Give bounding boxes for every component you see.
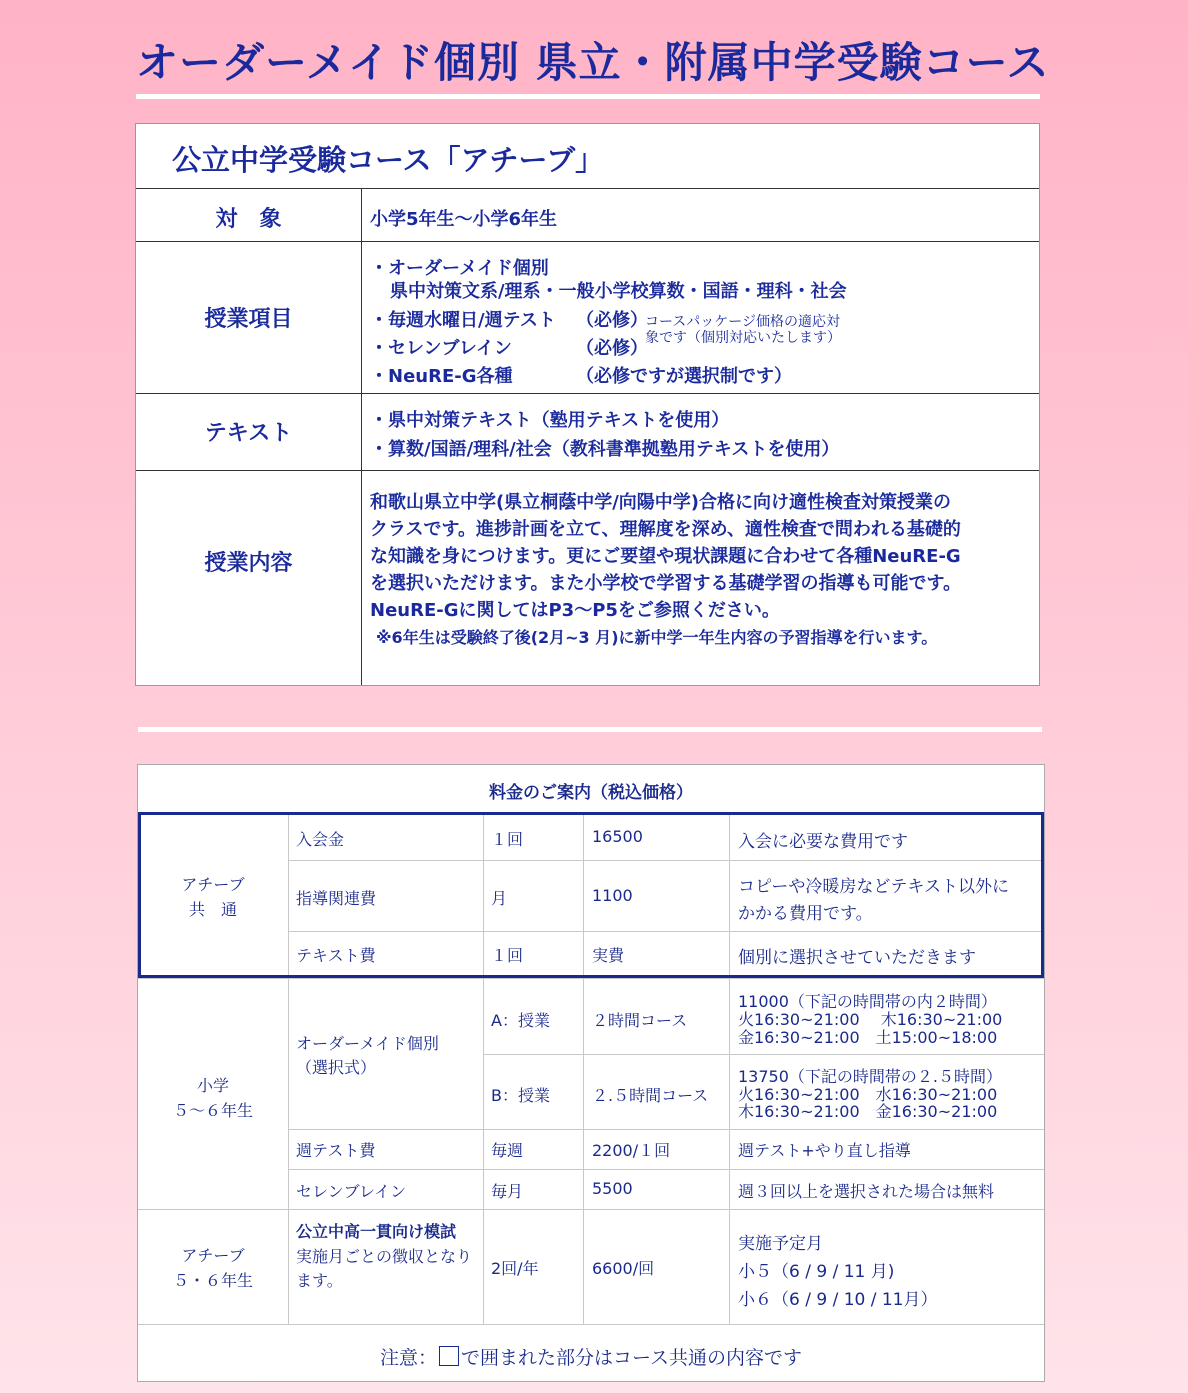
text-line: ・県中対策テキスト（塾用テキストを使用） (370, 410, 730, 431)
fee-unit: １回 (491, 946, 524, 965)
fee-note: 小５（6 / 9 / 11 月) (738, 1262, 895, 1282)
fee-note: 金16:30~21:00 土15:00~18:00 (738, 1028, 998, 1047)
fee-item: 入会金 (296, 830, 345, 849)
group-label: アチーブ (181, 875, 245, 894)
grid-line (138, 1324, 1044, 1325)
fee-note: 週３回以上を選択された場合は無料 (738, 1182, 995, 1201)
grid-line (138, 978, 1044, 979)
items-line: ・毎週水曜日/週テスト (370, 310, 556, 331)
fee-price: 2200/１回 (592, 1141, 671, 1160)
fee-item: 実施月ごとの徴収となり (296, 1247, 473, 1266)
course-heading: 公立中学受験コース「アチーブ」 (172, 143, 605, 177)
group-label: アチーブ (181, 1246, 245, 1265)
package-note: コースパッケージ価格の適応対 (645, 314, 841, 330)
fee-item: 指導関連費 (296, 889, 377, 908)
text-label: テキスト (204, 421, 293, 446)
content-line: クラスです。進捗計画を立て、理解度を深め、適性検査で問われる基礎的 (370, 519, 961, 540)
fee-note: 小６（6 / 9 / 10 / 11月） (738, 1290, 938, 1310)
grid-line (288, 1169, 1044, 1170)
grid-line (288, 1129, 1044, 1130)
content-label: 授業内容 (204, 551, 293, 576)
items-tag: （必修ですが選択制です） (576, 366, 792, 387)
fee-note: 個別に選択させていただきます (738, 948, 976, 968)
items-line: 県中対策文系/理系・一般小学校算数・国語・理科・社会 (390, 281, 847, 302)
divider (136, 393, 1039, 394)
items-tag: （必修） (576, 338, 648, 359)
fee-note: 実施予定月 (738, 1234, 823, 1254)
content-note: ※6年生は受験終了後(2月~3 月)に新中学一年生内容の予習指導を行います。 (376, 628, 938, 647)
fee-note: 週テスト+やり直し指導 (738, 1141, 911, 1160)
fee-price: 1100 (592, 886, 633, 905)
grid-line (138, 1209, 1044, 1210)
fee-item: （選択式） (296, 1058, 377, 1077)
fee-note: 11000（下記の時間帯の内２時間） (738, 992, 997, 1011)
fee-price: 5500 (592, 1179, 633, 1198)
content-line: を選択いただけます。また小学校で学習する基礎学習の指導も可能です。 (370, 573, 962, 594)
items-line: ・オーダーメイド個別 (370, 258, 549, 279)
fee-item: 公立中高一貫向け模試 (296, 1222, 457, 1241)
target-value: 小学5年生〜小学6年生 (370, 209, 558, 230)
fee-price: ２.５時間コース (592, 1086, 709, 1105)
title-underline (136, 94, 1040, 99)
course-info-table (135, 123, 1040, 686)
group-label: 小学 (196, 1076, 229, 1095)
fee-note: 入会に必要な費用です (738, 832, 908, 852)
fee-unit: １回 (491, 830, 524, 849)
fee-unit: 毎月 (491, 1182, 524, 1201)
text-line: ・算数/国語/理科/社会（教科書準拠塾用テキストを使用） (370, 439, 840, 460)
page-title: オーダーメイド個別 県立・附属中学受験コース (136, 38, 1050, 87)
column-divider (361, 188, 362, 685)
fee-note: コピーや冷暖房などテキスト以外に (738, 877, 1009, 897)
fee-header: 料金のご案内（税込価格） (489, 783, 693, 803)
items-label: 授業項目 (204, 307, 293, 332)
items-line: ・NeuRE-G各種 (370, 366, 513, 387)
divider (136, 470, 1039, 471)
fee-item: ます。 (296, 1271, 343, 1290)
fee-item: セレンブレイン (296, 1182, 407, 1201)
fee-note: 火16:30~21:00 木16:30~21:00 (738, 1010, 1003, 1029)
fee-note: かかる費用です。 (738, 904, 873, 924)
fee-item: テキスト費 (296, 946, 376, 965)
fee-price: 6600/回 (592, 1259, 655, 1278)
fee-unit: B：授業 (491, 1086, 550, 1105)
footer-text: で囲まれた部分はコース共通の内容です (460, 1347, 803, 1369)
fee-table (137, 764, 1045, 1382)
fee-note: 13750（下記の時間帯の２.５時間） (738, 1067, 1002, 1086)
items-line: ・セレンブレイン (370, 338, 512, 359)
group-label: ５〜６年生 (172, 1101, 253, 1120)
fee-note: 木16:30~21:00 金16:30~21:00 (738, 1102, 998, 1121)
divider (136, 241, 1039, 242)
fee-footer (138, 1343, 1044, 1370)
target-label: 対 象 (215, 207, 282, 232)
group-label: ５・６年生 (172, 1271, 253, 1290)
fee-note: 火16:30~21:00 水16:30~21:00 (738, 1085, 998, 1104)
package-note: 象です（個別対応いたします） (645, 330, 841, 346)
group-label: 共 通 (188, 900, 237, 919)
fee-price: 実費 (592, 946, 625, 965)
content-line: な知識を身につけます。更にご要望や現状課題に合わせて各種NeuRE-G (370, 546, 961, 567)
grid-line (483, 1054, 1044, 1055)
square-icon (439, 1346, 459, 1366)
fee-unit: 月 (491, 889, 508, 908)
fee-price: 16500 (592, 827, 643, 846)
divider (136, 188, 1039, 189)
section-divider (138, 727, 1042, 732)
footer-prefix: 注意： (379, 1347, 437, 1369)
fee-item: 週テスト費 (296, 1141, 376, 1160)
content-line: NeuRE-Gに関してはP3〜P5をご参照ください。 (370, 600, 780, 621)
fee-unit: 毎週 (491, 1141, 524, 1160)
items-tag: （必修） (576, 310, 648, 331)
fee-unit: A：授業 (491, 1011, 550, 1030)
fee-price: ２時間コース (592, 1011, 688, 1030)
content-line: 和歌山県立中学(県立桐蔭中学/向陽中学)合格に向け適性検査対策授業の (370, 492, 952, 513)
fee-unit: 2回/年 (491, 1259, 539, 1278)
fee-item: オーダーメイド個別 (296, 1034, 439, 1053)
